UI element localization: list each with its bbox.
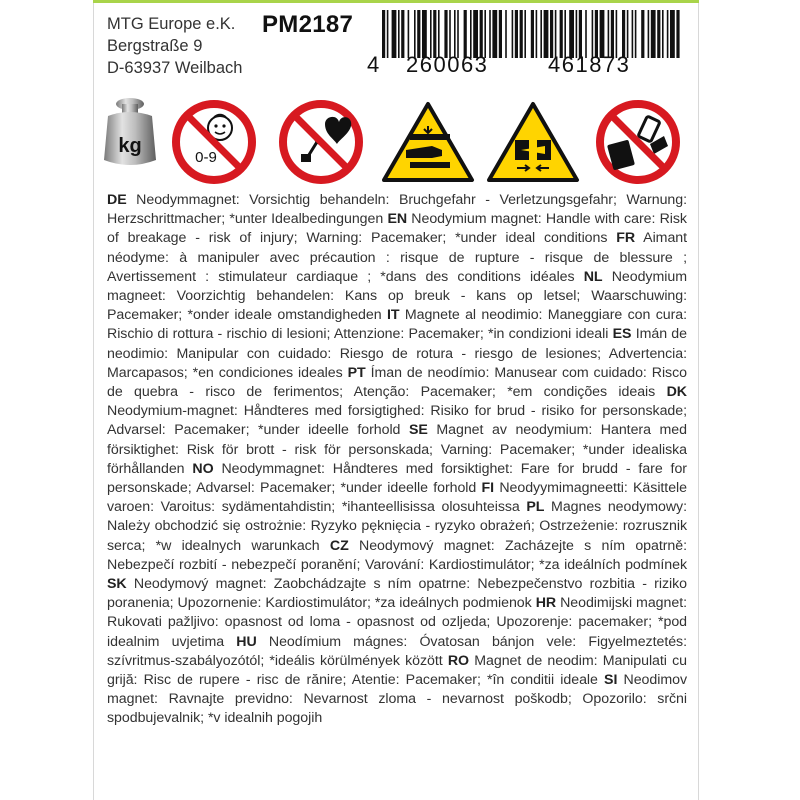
barcode-bar — [398, 10, 400, 58]
barcode-bar — [608, 10, 610, 58]
warning-text: Neodymový magnet: Zacházejte s ním opatrně: Nebezpečí rozbití - nebezpečí poranění; Varování: Kardiostimulátor; *za ideálních podmínek — [107, 537, 687, 573]
warning-text: Neodímium mágnes: Óvatosan bánjon vele: Figyelmeztetés: szívritmus-szabályozótól; *ideális körülmények között — [107, 633, 687, 669]
no-children-icon — [170, 98, 258, 186]
barcode-bar — [667, 10, 669, 58]
barcode-bar — [627, 10, 629, 58]
warning-text: Imán de neodimio: Manipular con cuidado: Riesgo de rotura - riesgo de lesiones; Advertencia: Marcapasos; *en condiciones ideales — [107, 326, 687, 381]
barcode-bar — [512, 10, 514, 58]
barcode-bar — [579, 10, 582, 58]
barcode-bar — [648, 10, 650, 58]
warning-text: Neodymmagnet: Håndteres med forsiktighet: Fare for brudd - fare for personskade; Advarsel: Pacemaker; *under ideelle forhold — [107, 460, 687, 497]
language-code: NO — [192, 460, 214, 477]
warning-text: Neodimijski magnet: Rukovati pažljivo: opasnost od loma - opasnost od ozljeda; Upozorenje: pacemaker; *pod idealnim uvjetima — [107, 595, 687, 650]
barcode-bar — [454, 10, 456, 58]
barcode-bar — [641, 10, 644, 58]
language-code: CZ — [329, 537, 349, 554]
warning-text: Neodymium magnet: Handle with care: Risk of breakage - risk of injury; Warning: Pacemaker; *under ideal conditions — [107, 211, 687, 247]
barcode-bar — [515, 10, 518, 58]
language-code: SE — [408, 422, 428, 439]
barcode-bar — [550, 10, 553, 58]
barcode-bar — [417, 10, 420, 58]
warning-text: Magnet av neodymium: Hantera med försiktighet: Risk för brott - risk för personskada; Varning: Pacemaker; *under idealiska förhållanden — [107, 422, 687, 477]
barcode-bar — [422, 10, 427, 58]
barcode-bar — [632, 10, 634, 58]
barcode-bar — [662, 10, 664, 58]
barcode-bar — [433, 10, 436, 58]
barcode-bar — [611, 10, 614, 58]
barcode-bar — [457, 10, 459, 58]
language-code: HU — [236, 633, 257, 650]
warning-text: Íman de neodímio: Manusear com cuidado: Risco de quebra - risco de ferimentos; Atenção: Pacemaker; *em condições ideais — [107, 364, 687, 401]
children-age-label: 0-9 — [195, 149, 217, 166]
barcode-bar — [408, 10, 410, 58]
language-code: HR — [535, 595, 557, 612]
barcode-bar — [544, 10, 549, 58]
barcode-bar — [670, 10, 675, 58]
barcode-bar — [414, 10, 416, 58]
language-code: NL — [583, 268, 603, 285]
warning-text: Neodimov magnet: Ravnajte previdno: Nevarnost zloma - nevarnost poškodb; Opozorilo: srčni spodbujevalnik; *v idealnih pogojih — [107, 672, 687, 727]
warning-text: Magnes neodymowy: Należy obchodzić się ostrożnie: Ryzyko pęknięcia - ryzyko obrażeń; Ostrzeżenie: rozrusznik serca; *w idealnych warunkach — [107, 499, 687, 554]
barcode-first-digit: 4 — [367, 52, 381, 77]
barcode-bar — [576, 10, 578, 58]
barcode-bar — [392, 10, 397, 58]
warning-text: Neodymium-magnet: Håndteres med forsigtighed: Risiko for brud - risiko for personskade; Advarsel: Pacemaker; *under ideelle forhold — [107, 403, 687, 439]
supplier-street: Bergstraße 9 — [107, 37, 203, 55]
barcode-bar — [616, 10, 618, 58]
language-code: ES — [612, 326, 632, 343]
barcode-bar — [524, 10, 526, 58]
warning-text: Neodymový magnet: Zaobchádzajte s ním opatrne: Nebezpečenstvo rozbitia - riziko poranenia; Upozornenie: Kardiostimulátor; *za ideálnych podmienok — [107, 576, 687, 612]
pictogram-row — [0, 94, 800, 194]
barcode-bar — [449, 10, 451, 58]
top-accent-line — [93, 0, 699, 3]
barcode-right-group: 461873 — [548, 52, 631, 77]
barcode-bar — [531, 10, 534, 58]
barcode-bar — [438, 10, 440, 58]
warning-text: Magnet de neodim: Manipulati cu grijă: Risc de rupere - risc de rănire; Atentie: Pacemaker; *în conditii ideale — [107, 652, 687, 689]
barcode-bar — [480, 10, 483, 58]
barcode-bar — [569, 10, 574, 58]
barcode-bar — [657, 10, 660, 58]
language-code: IT — [386, 307, 400, 324]
language-code: PT — [347, 364, 366, 381]
barcode-bar — [592, 10, 594, 58]
barcode-bar — [464, 10, 467, 58]
warning-text: Neodymium magneet: Voorzichtig behandelen: Kans op breuk - kans op letsel; Waarschuwing: Pacemaker; *onder ideale omstandigheden — [107, 268, 687, 324]
crush-hazard-icon — [380, 100, 476, 184]
barcode-bar — [555, 10, 557, 58]
barcode-bar — [382, 10, 385, 58]
warning-text: Neodymmagnet: Vorsichtig behandeln: Bruchgefahr - Verletzungsgefahr; Warnung: Herzschrittmacher; *unter Idealbedingungen — [107, 192, 687, 228]
language-code: SI — [604, 672, 618, 689]
product-code: PM2187 — [262, 11, 354, 38]
no-pacemaker-icon — [277, 98, 365, 186]
barcode-bar — [484, 10, 486, 58]
barcode-bar — [520, 10, 523, 58]
barcode-bar — [401, 10, 404, 58]
warning-text: Magnete al neodimio: Maneggiare con cura: Rischio di rottura - rischio di lesioni; Attenzione: Pacemaker; *in condizioni ideali — [107, 307, 687, 343]
weight-kg-label: kg — [118, 135, 142, 157]
barcode-bar — [595, 10, 598, 58]
barcode-bar — [564, 10, 566, 58]
barcode-bar — [470, 10, 472, 58]
barcode-bar — [560, 10, 563, 58]
supplier-name: MTG Europe e.K. — [107, 15, 236, 33]
supplier-city: D-63937 Weilbach — [107, 59, 243, 77]
barcode-bar — [505, 10, 507, 58]
multilingual-warnings — [107, 191, 687, 729]
barcode-bar — [387, 10, 389, 58]
barcode-bar — [585, 10, 587, 58]
language-code: DK — [666, 384, 687, 401]
barcode-bar — [651, 10, 656, 58]
language-code: SK — [107, 576, 127, 593]
barcode-bar — [536, 10, 538, 58]
barcode — [382, 10, 682, 58]
barcode-bar — [600, 10, 605, 58]
barcode-bar — [444, 10, 447, 58]
warning-text: Neodyymimagneetti: Käsittele varoen: Varoitus: sydämentahdistin; *ihanteellisissa olosuhteissa — [107, 480, 687, 516]
language-code: PL — [526, 499, 545, 516]
weight-kg-icon — [100, 96, 160, 168]
barcode-left-group: 260063 — [406, 52, 489, 77]
barcode-bar — [635, 10, 637, 58]
no-electronics-icon — [590, 98, 686, 186]
barcode-bar — [430, 10, 432, 58]
warning-text: Aimant néodyme: à manipuler avec précaution : risque de rupture - risque de blessure ; Avertissement : stimulateur cardiaque ; *dans des conditions idéales — [107, 230, 688, 285]
language-code: EN — [387, 211, 408, 228]
language-code: FI — [481, 480, 495, 497]
language-code: RO — [447, 652, 470, 669]
language-code: FR — [616, 230, 636, 247]
supplier-address — [107, 13, 242, 79]
barcode-bar — [489, 10, 491, 58]
barcode-bar — [492, 10, 497, 58]
language-code: DE — [107, 192, 127, 208]
barcode-bar — [676, 10, 679, 58]
magnet-pinch-hazard-icon — [485, 100, 581, 184]
barcode-bar — [473, 10, 478, 58]
barcode-bar — [540, 10, 542, 58]
barcode-bar — [622, 10, 625, 58]
barcode-bar — [499, 10, 502, 58]
